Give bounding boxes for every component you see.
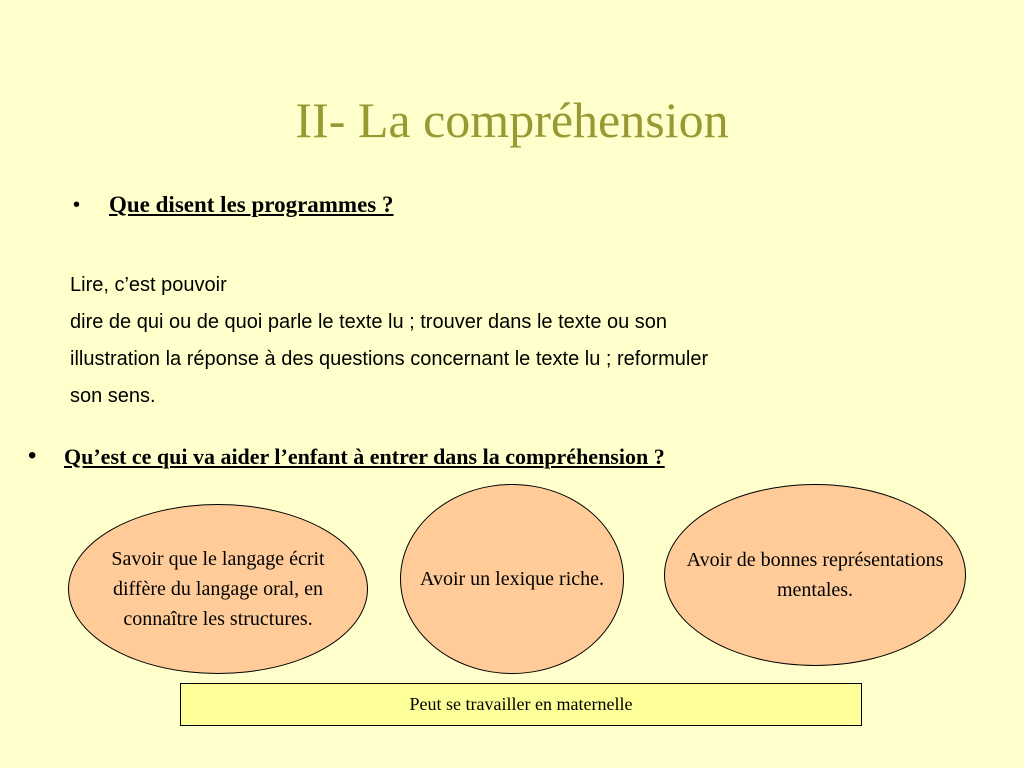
programme-quote	[70, 267, 930, 415]
bullet-marker: •	[28, 442, 37, 469]
ellipse-lexique-text: Avoir un lexique riche.	[419, 568, 604, 590]
ellipse-langage-ecrit-text: Savoir que le langage écrit diffère du langage oral, en connaître les structures.	[111, 548, 325, 630]
footer-note-box	[180, 683, 862, 726]
ellipse-langage-ecrit	[68, 504, 368, 674]
quote-line-3: illustration la réponse à des questions concernant le texte lu ; reformuler	[70, 348, 709, 370]
slide-title: II- La compréhension	[295, 92, 729, 148]
footer-note-text: Peut se travailler en maternelle	[409, 694, 633, 714]
bullet-programmes-text: Que disent les programmes ?	[109, 192, 394, 217]
ellipse-lexique	[400, 484, 624, 674]
bullet-marker: •	[73, 194, 81, 216]
quote-line-4: son sens.	[70, 385, 156, 407]
ellipse-representations	[664, 484, 966, 666]
quote-line-1: Lire, c’est pouvoir	[70, 274, 227, 296]
quote-line-2: dire de qui ou de quoi parle le texte lu ; trouver dans le texte ou son	[70, 311, 668, 333]
ellipse-representations-text: Avoir de bonnes représentations mentales.	[686, 549, 944, 601]
bullet-question-text: Qu’est ce qui va aider l’enfant à entrer dans la compréhension ?	[64, 444, 665, 469]
